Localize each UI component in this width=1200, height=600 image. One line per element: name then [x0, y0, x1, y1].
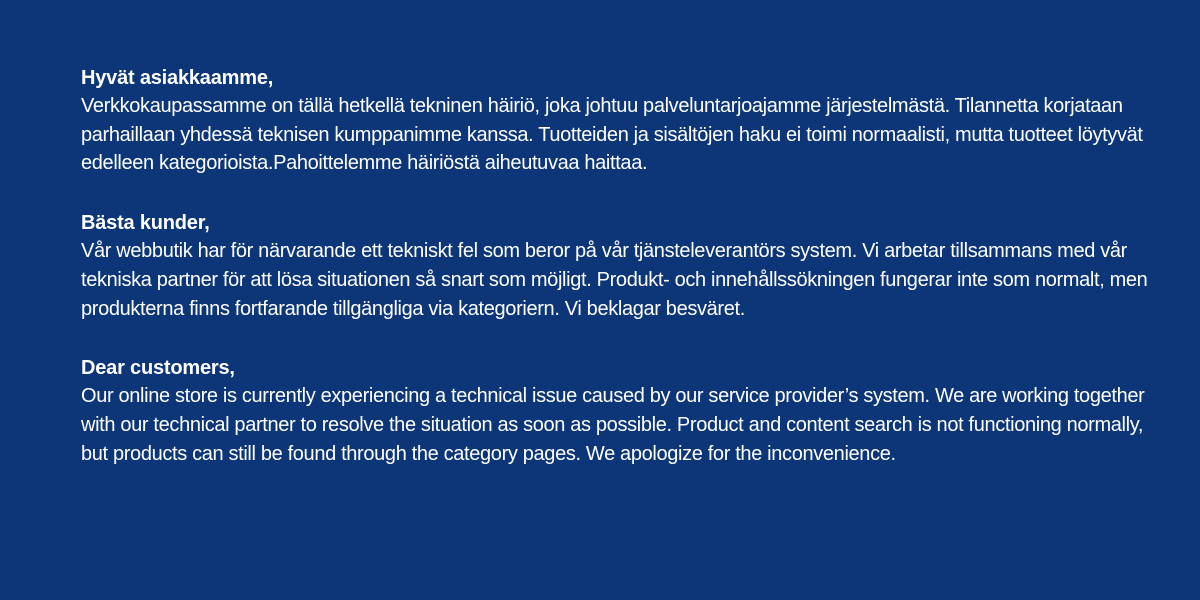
notice-body-finnish: Verkkokaupassamme on tällä hetkellä tekninen häiriö, joka johtuu palveluntarjoajamme järjestelmästä. Tilannetta korjataan parhaillaan yhdessä teknisen kumppanimme kanssa. Tuotteiden ja sisältöjen haku ei toimi normaalisti, mutta tuotteet löytyvät edelleen kategorioista.Pahoittelemme häiriöstä aiheutuvaa haittaa. — [81, 95, 1143, 175]
notice-english — [81, 354, 1151, 468]
notice-heading-english: Dear customers, — [81, 357, 235, 380]
notice-heading-finnish: Hyvät asiakkaamme, — [81, 67, 274, 89]
notice-finnish — [81, 64, 1151, 178]
notice-swedish — [81, 209, 1151, 323]
notice-body-english: Our online store is currently experiencing a technical issue caused by our service provider’s system. We are working together with our technical partner to resolve the situation as soon as possible. Product and content search is not functioning normally, but products can still be found through the category pages. We apologize for the inconvenience. — [81, 385, 1145, 465]
notice-heading-swedish: Bästa kunder, — [81, 212, 210, 235]
service-disruption-notice — [81, 64, 1151, 499]
notice-body-swedish: Vår webbutik har för närvarande ett tekniskt fel som beror på vår tjänsteleverantörs system. Vi arbetar tillsammans med vår tekniska partner för att lösa situationen så snart som möjligt. Produkt- och innehållssökningen fungerar inte som normalt, men produkterna finns fortfarande tillgängliga via kategoriern. Vi beklagar besväret. — [81, 240, 1148, 320]
